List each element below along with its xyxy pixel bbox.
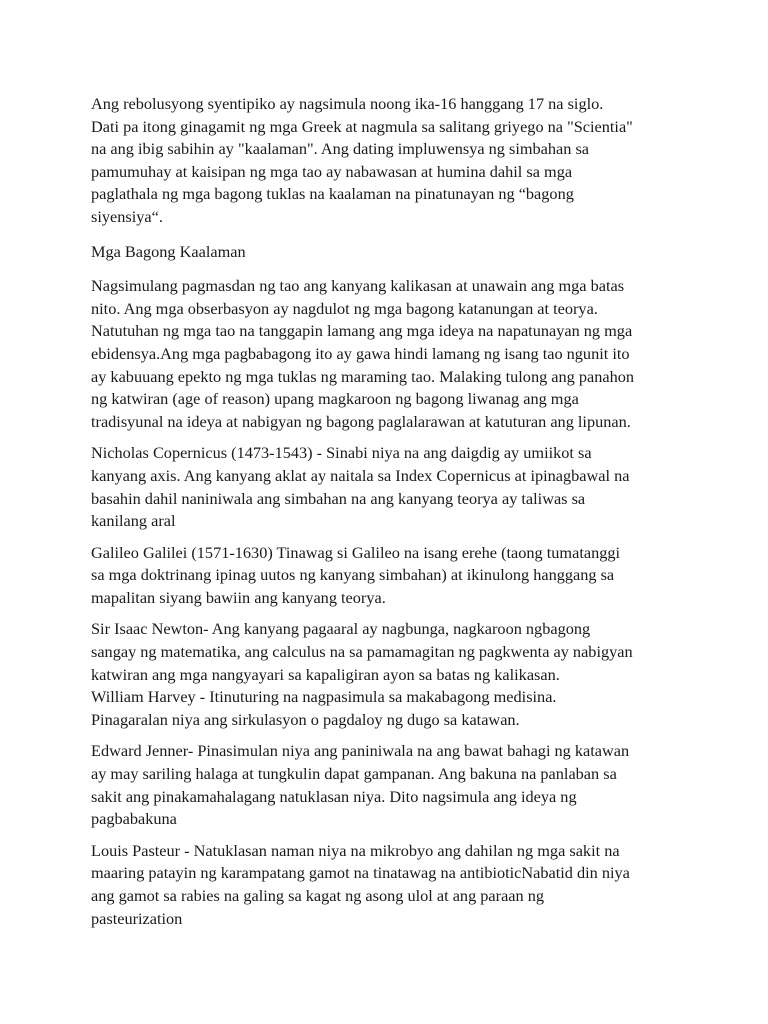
newton-paragraph: Sir Isaac Newton- Ang kanyang pagaaral ay nagbunga, nagkaroon ngbagong sangay ng matematika, ang calculus na sa pamamagitan ng pagkwenta ay nabigyan katwiran ang mga nangyayari sa kapaligiran ayon sa batas ng kalikasan. [91, 619, 633, 684]
new-knowledge-paragraph: Nagsimulang pagmasdan ng tao ang kanyang kalikasan at unawain ang mga batas nito. Ang mga obserbasyon ay nagdulot ng mga bagong katanungan at teorya. Natutuhan ng mga tao na tanggapin lamang ang mga ideya na napatunayan ng mga ebidensya.Ang mga pagbabagong ito ay gawa hindi lamang ng isang tao ngunit ito ay kabuuang epekto ng mga tuklas ng maraming tao. Malaking tulong ang panahon ng katwiran (age of reason) upang magkaroon ng bagong liwanag ang mga tradisyunal na ideya at nabigyan ng bagong paglalarawan at katuturan ang lipunan. [91, 276, 635, 431]
copernicus-paragraph: Nicholas Copernicus (1473-1543) - Sinabi niya na ang daigdig ay umiikot sa kanyang axis. Ang kanyang aklat ay naitala sa Index Copernicus at ipinagbawal na basahin dahil naniniwala ang simbahan na ang kanyang teorya ay taliwas sa kanilang aral [91, 443, 630, 531]
section-heading: Mga Bagong Kaalaman [91, 241, 246, 261]
galileo-paragraph: Galileo Galilei (1571-1630) Tinawag si Galileo na isang erehe (taong tumatanggi sa mga doktrinang ipinag uutos ng kanyang simbahan) at ikinulong hanggang sa mapalitan siyang bawiin ang kanyang teorya. [91, 542, 621, 607]
harvey-paragraph: William Harvey - Itinuturing na nagpasimula sa makabagong medisina. Pinagaralan niya ang sirkulasyon o pagdaloy ng dugo sa katawan. [91, 687, 557, 729]
jenner-paragraph: Edward Jenner- Pinasimulan niya ang paniniwala na ang bawat bahagi ng katawan ay may sariling halaga at tungkulin dapat gampanan. Ang bakuna na panlaban sa sakit ang pinakamahalagang natuklasan niya. Dito nagsimula ang ideya ng pagbabakuna [91, 741, 630, 829]
intro-paragraph: Ang rebolusyong syentipiko ay nagsimula noong ika-16 hanggang 17 na siglo. Dati pa itong ginagamit ng mga Greek at nagmula sa salitang griyego na "Scientia" na ang ibig sabihin ay "kaalaman". Ang dating impluwensya ng simbahan sa pamumuhay at kaisipan ng mga tao ay nabawasan at humina dahil sa mga paglathala ng mga bagong tuklas na kaalaman na pinatunayan ng “bagong siyensiya“. [91, 94, 633, 226]
pasteur-paragraph: Louis Pasteur - Natuklasan naman niya na mikrobyo ang dahilan ng mga sakit na maaring patayin ng karampatang gamot na tinatawag na antibioticNabatid din niya ang gamot sa rabies na galing sa kagat ng asong ulol at ang paraan ng pasteurization [91, 840, 630, 928]
